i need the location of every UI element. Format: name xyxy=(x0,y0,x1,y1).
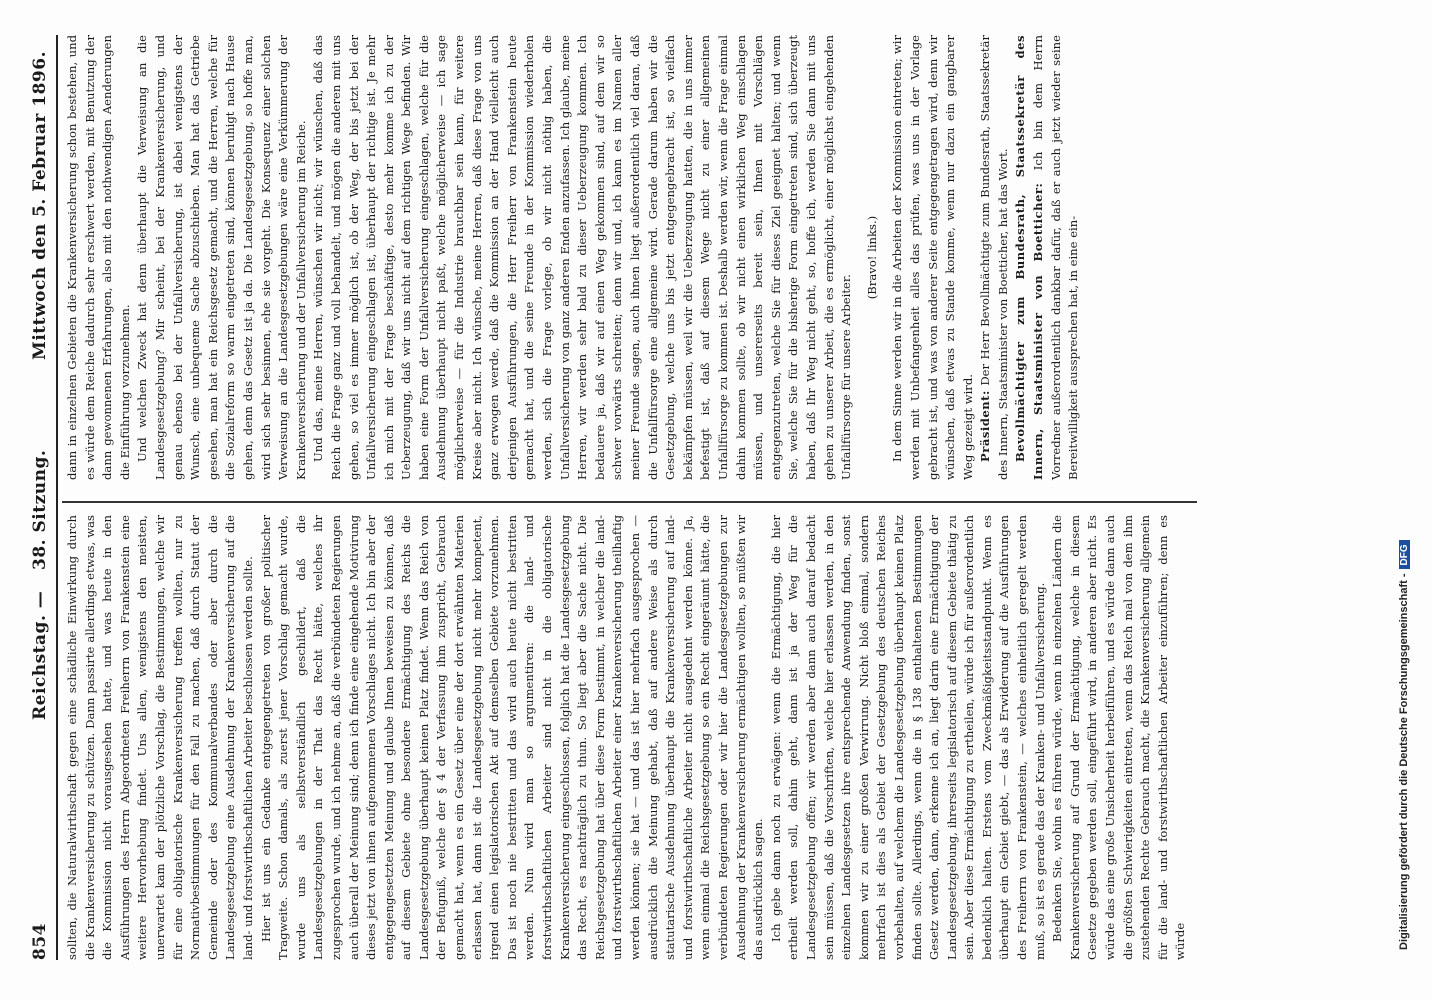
left-paragraph: Bedenken Sie, wohin es führen würde, wenn in einzelnen Ländern die Krankenversicherung auf Grund der Ermächtigung, welche in diesem Gesetze gegeben werden soll, eingeführt wird, in anderen aber nicht. Es würde das eine große Unsicherheit herbeiführen, und es würde dann auch die größten Schwierigkeiten eintreten, wenn das Reich mal von dem ihm zustehenden Rechte Gebrauch macht, die Krankenversicherung allgemein für die land- und forstwirthschaftlichen Arbeiter einzuführen; denn es würde xyxy=(1050,515,1188,960)
digitization-credit xyxy=(1398,50,1410,950)
minister-speaker: Bevollmächtigter zum Bundesrath, Staatssekretär des Innern, Staatsminister von Boetticher: xyxy=(1013,35,1046,480)
left-paragraph: sollten, die Naturalwirthschaft gegen eine schädliche Einwirkung durch die Krankenversicherung zu schützen. Dann passirte allerdings etwas, was die Kommission nicht vorausgesehen hatte, und was heute in den Ausführungen des Herrn Abgeordneten Freiherrn von Frankenstein eine weitere Hervorhebung findet. Uns allen, wenigstens den meisten, unerwartet kam der plötzliche Vorschlag, die Bestimmungen, welche wir für eine obligatorische Krankenversicherung treffen wollten, nur zu Normativbestimmungen für den Fall zu machen, daß durch Statut der Gemeinde oder des Kommunalverbandes oder aber durch die Landesgesetzgebung eine Ausdehnung der Krankenversicherung auf die land- und forstwirthschaftlichen Arbeiter beschlossen werden sollte. xyxy=(65,515,255,960)
right-paragraph: Und das, meine Herren, wünschen wir nicht; wir wünschen, daß das Reich die Frage ganz und voll behandelt, und mögen die anderen mit uns gehen, so viel es immer möglich ist, ob der Weg, der bis jetzt bei der Unfallversicherung eingeschlagen ist, überhaupt der richtige ist. Je mehr ich mich mit der Frage beschäftige, desto mehr komme ich zu der Ueberzeugung, daß wir uns nicht auf dem richtigen Wege befinden. Wir haben eine Form der Unfallversicherung eingeschlagen, welche für die Ausdehnung überhaupt nicht paßt, welche möglicherweise — ich sage möglicherweise — für die Industrie brauchbar sein kann, für weitere Kreise aber nicht. Ich wünsche, meine Herren, daß diese Frage von uns ganz erwogen werde, daß die Kommission an der Hand vielleicht auch derjenigen Ausführungen, die Herr Freiherr von Frankenstein heute gemacht hat, und die seine Freunde in der Kommission wiederholen werden, sich die Frage vorlege, ob wir nicht nöthig haben, die Unfallversicherung von ganz anderen Enden anzufassen. Ich glaube, meine Herren, wir werden sehr bald zu dieser Ueberzeugung kommen. Ich bedauere ja, daß wir auf einen Weg gekommen sind, auf dem wir so schwer vorwärts schreiten; denn wir und, ich kann es im Namen aller meiner Freunde sagen, auch ihnen liegt außerordentlich viel daran, daß die Unfallfürsorge eine allgemeine wird. Gerade darum haben wir die Gesetzgebung, welche uns bis jetzt entgegengebracht ist, so vielfach bekämpfen müssen, weil wir die Ueberzeugung hatten, die in uns immer befestigt ist, daß auf diesem Wege nicht zu einer allgemeinen Unfallfürsorge zu kommen ist. Deshalb werden wir, wenn die Frage einmal dahin kommen sollte, ob wir nicht einen wirklichen Weg einschlagen müssen, und unsererseits bereit sein, Ihnen mit Vorschlägen entgegenzutreten, welche Sie für dieses Ziel geeignet halten; und wenn Sie, welche Sie für die bisherige Form eingetreten sind, sich überzeugt haben, daß Ihr Weg nicht geht, so, hoffe ich, werden Sie dann mit uns gehen zu unserer Arbeit, die es ermöglicht, einer möglichst eingehenden Unfallfürsorge für unsere Arbeiter. xyxy=(311,35,854,480)
right-paragraph: In dem Sinne werden wir in die Arbeiten der Kommission eintreten; wir werden mit Unbefangenheit alles das prüfen, was uns in der Vorlage gebracht ist, und was von anderer Seite entgegengetragen wird, denn wir wünschen, daß etwas zu Stande komme, wenn nur dazu ein gangbarer Weg gezeigt wird. xyxy=(890,35,975,480)
credit-text: Digitalisierung gefördert durch die Deutsche Forschungsgemeinschaft - xyxy=(1398,573,1410,950)
column-divider xyxy=(62,501,1197,503)
page-header xyxy=(30,35,54,960)
header-reichstag: Reichstag. — xyxy=(30,590,50,720)
dfg-logo: DFG xyxy=(1399,540,1410,569)
right-column xyxy=(64,35,1083,480)
president-text: Der Herr Bevollmächtigte zum Bundesrath, Staatssekretär des Innern, Staatsminister von Boetticher, hat das Wort. xyxy=(978,34,1010,480)
president-label: Präsident: xyxy=(978,390,993,462)
applause-note: (Bravo! links.) xyxy=(864,215,879,300)
left-paragraph: Ich gebe dann noch zu erwägen: wenn die Ermächtigung, die hier ertheilt werden soll, dahin geht, dann ist ja der Weg für die Landesgesetzgebung offen; wir werden aber dann auch darauf bedacht sein müssen, daß die Vorschriften, welche hier erlassen werden, in den einzelnen Landesgesetzen ihre entsprechende Anwendung finden, sonst kommen wir zu einer großen Verwirrung. Nicht bloß einmal, sondern mehrfach ist dies als Gebiet der Gesetzgebung des deutschen Reiches vorbehalten, auf welchem die Landesgesetzgebung überhaupt keinen Platz finden sollte. Allerdings, wenn die in § 138 enthaltenen Bestimmungen Gesetz werden, dann, erkenne ich an, liegt darin eine Ermächtigung der Landesgesetzgebung, ihrerseits legislatorisch auf diesem Gebiete thätig zu sein. Aber diese Ermächtigung zu ertheilen, würde ich für außerordentlich bedenklich halten. Erstens vom Zweckmäßigkeitsstandpunkt. Wenn es überhaupt ein Gebiet giebt, — das als Erwiderung auf die Ausführungen des Freiherrn von Frankenstein, — welches einheitlich geregelt werden muß, so ist es gerade das der Kranken- und Unfallversicherung. xyxy=(768,515,1047,960)
minister-statement xyxy=(1012,35,1082,480)
left-paragraph: Hier ist uns ein Gedanke entgegengetreten von großer politischer Tragweite. Schon damals, als zuerst jener Vorschlag gemacht wurde, wurde uns als selbstverständlich geschildert, daß die Landesgesetzgebungen in der That das Recht hätte, welches ihr zugesprochen wurde, und ich nehme an, daß die verbündeten Regierungen auch überall der Meinung sind; denn ich finde eine eingehende Motivirung dieses jetzt von ihnen aufgenommenen Vorschlages nicht. Ich bin aber der entgegengesetzten Meinung und glaube Ihnen beweisen zu können, daß auf diesem Gebiete ohne besondere Ermächtigung des Reichs die Landesgesetzgebung überhaupt keinen Platz findet. Wenn das Reich von der Befugniß, welche der § 4 der Verfassung ihm zuspricht, Gebrauch gemacht hat, wenn es ein Gesetz über eine der dort erwähnten Materien erlassen hat, dann ist die Landesgesetzgebung nicht mehr kompetent, irgend einen legislatorischen Akt auf demselben Gebiete vorzunehmen. Das ist noch nie bestritten und das wird auch heute nicht bestritten werden. Nun wird man so argumentiren: die land- und forstwirthschaftlichen Arbeiter sind nicht in die obligatorische Krankenversicherung eingeschlossen, folglich hat die Landesgesetzgebung das Recht, es nachträglich zu thun. So liegt aber die Sache nicht. Die Reichsgesetzgebung hat über diese Form bestimmt, in welcher die land- und forstwirthschaftlichen Arbeiter einer Krankenversicherung theilhaftig werden können; sie hat — und das ist hier mehrfach ausgesprochen — ausdrücklich die Meinung gehabt, daß auf andere Weise als durch statutarische Ausdehnung überhaupt die Krankenversicherung auf land- und forstwirthschaftliche Arbeiter nicht ausgedehnt werden könne. Ja, wenn einmal die Reichsgesetzgebung so ein Recht eingeräumt hätte, die verbündeten Regierungen oder wir hier die Landesgesetzgebungen zur Ausdehnung der Krankenversicherung ermächtigen wollten, so müßten wir das ausdrücklich sagen. xyxy=(258,515,766,960)
left-column xyxy=(64,515,1190,960)
minister-text: Ich bin dem Herrn Vorredner außerordentlich dankbar dafür, daß er auch jetzt wieder seine Bereitwilligkeit aussprechen hat, in eine ein- xyxy=(1031,34,1081,480)
page-number: 854 xyxy=(30,923,50,960)
president-statement xyxy=(977,35,1012,480)
header-rule xyxy=(56,35,58,960)
header-date: Mittwoch den 5. Februar 1896. xyxy=(30,50,50,360)
right-paragraph: Und welchen Zweck hat denn überhaupt die Verweisung an die Landesgesetzgebung? Mir scheint, bei der Krankenversicherung, und genau ebenso bei der Unfallversicherung, ist dabei wenigstens der Wunsch, eine unbequeme Sache abzuschieben. Man hat das Getriebe gesehen, man hat ein Reichsgesetz gemacht, und die Herren, welche für die Sozialreform so warm eingetreten sind, können beruhigt nach Hause gehen, denn das Gesetz ist ja da. Die Landesgesetzgebung, so hoffe man, wird sich sehr besinnen, ehe sie vorgeht. Die Konsequenz einer solchen Verweisung an die Landesgesetzgebungen wäre eine Verkümmerung der Krankenversicherung und der Unfallversicherung im Reiche. xyxy=(135,35,308,480)
header-session: 38. Sitzung. xyxy=(30,449,50,570)
right-paragraph: dann in einzelnen Gebieten die Krankenversicherung schon bestehen, und es würde dem Reiche dadurch sehr erschwert werden, mit Benutzung der dann gewonnenen Erfahrungen, also mit den nothwendigen Aenderungen die Einführung vorzunehmen. xyxy=(65,35,132,480)
